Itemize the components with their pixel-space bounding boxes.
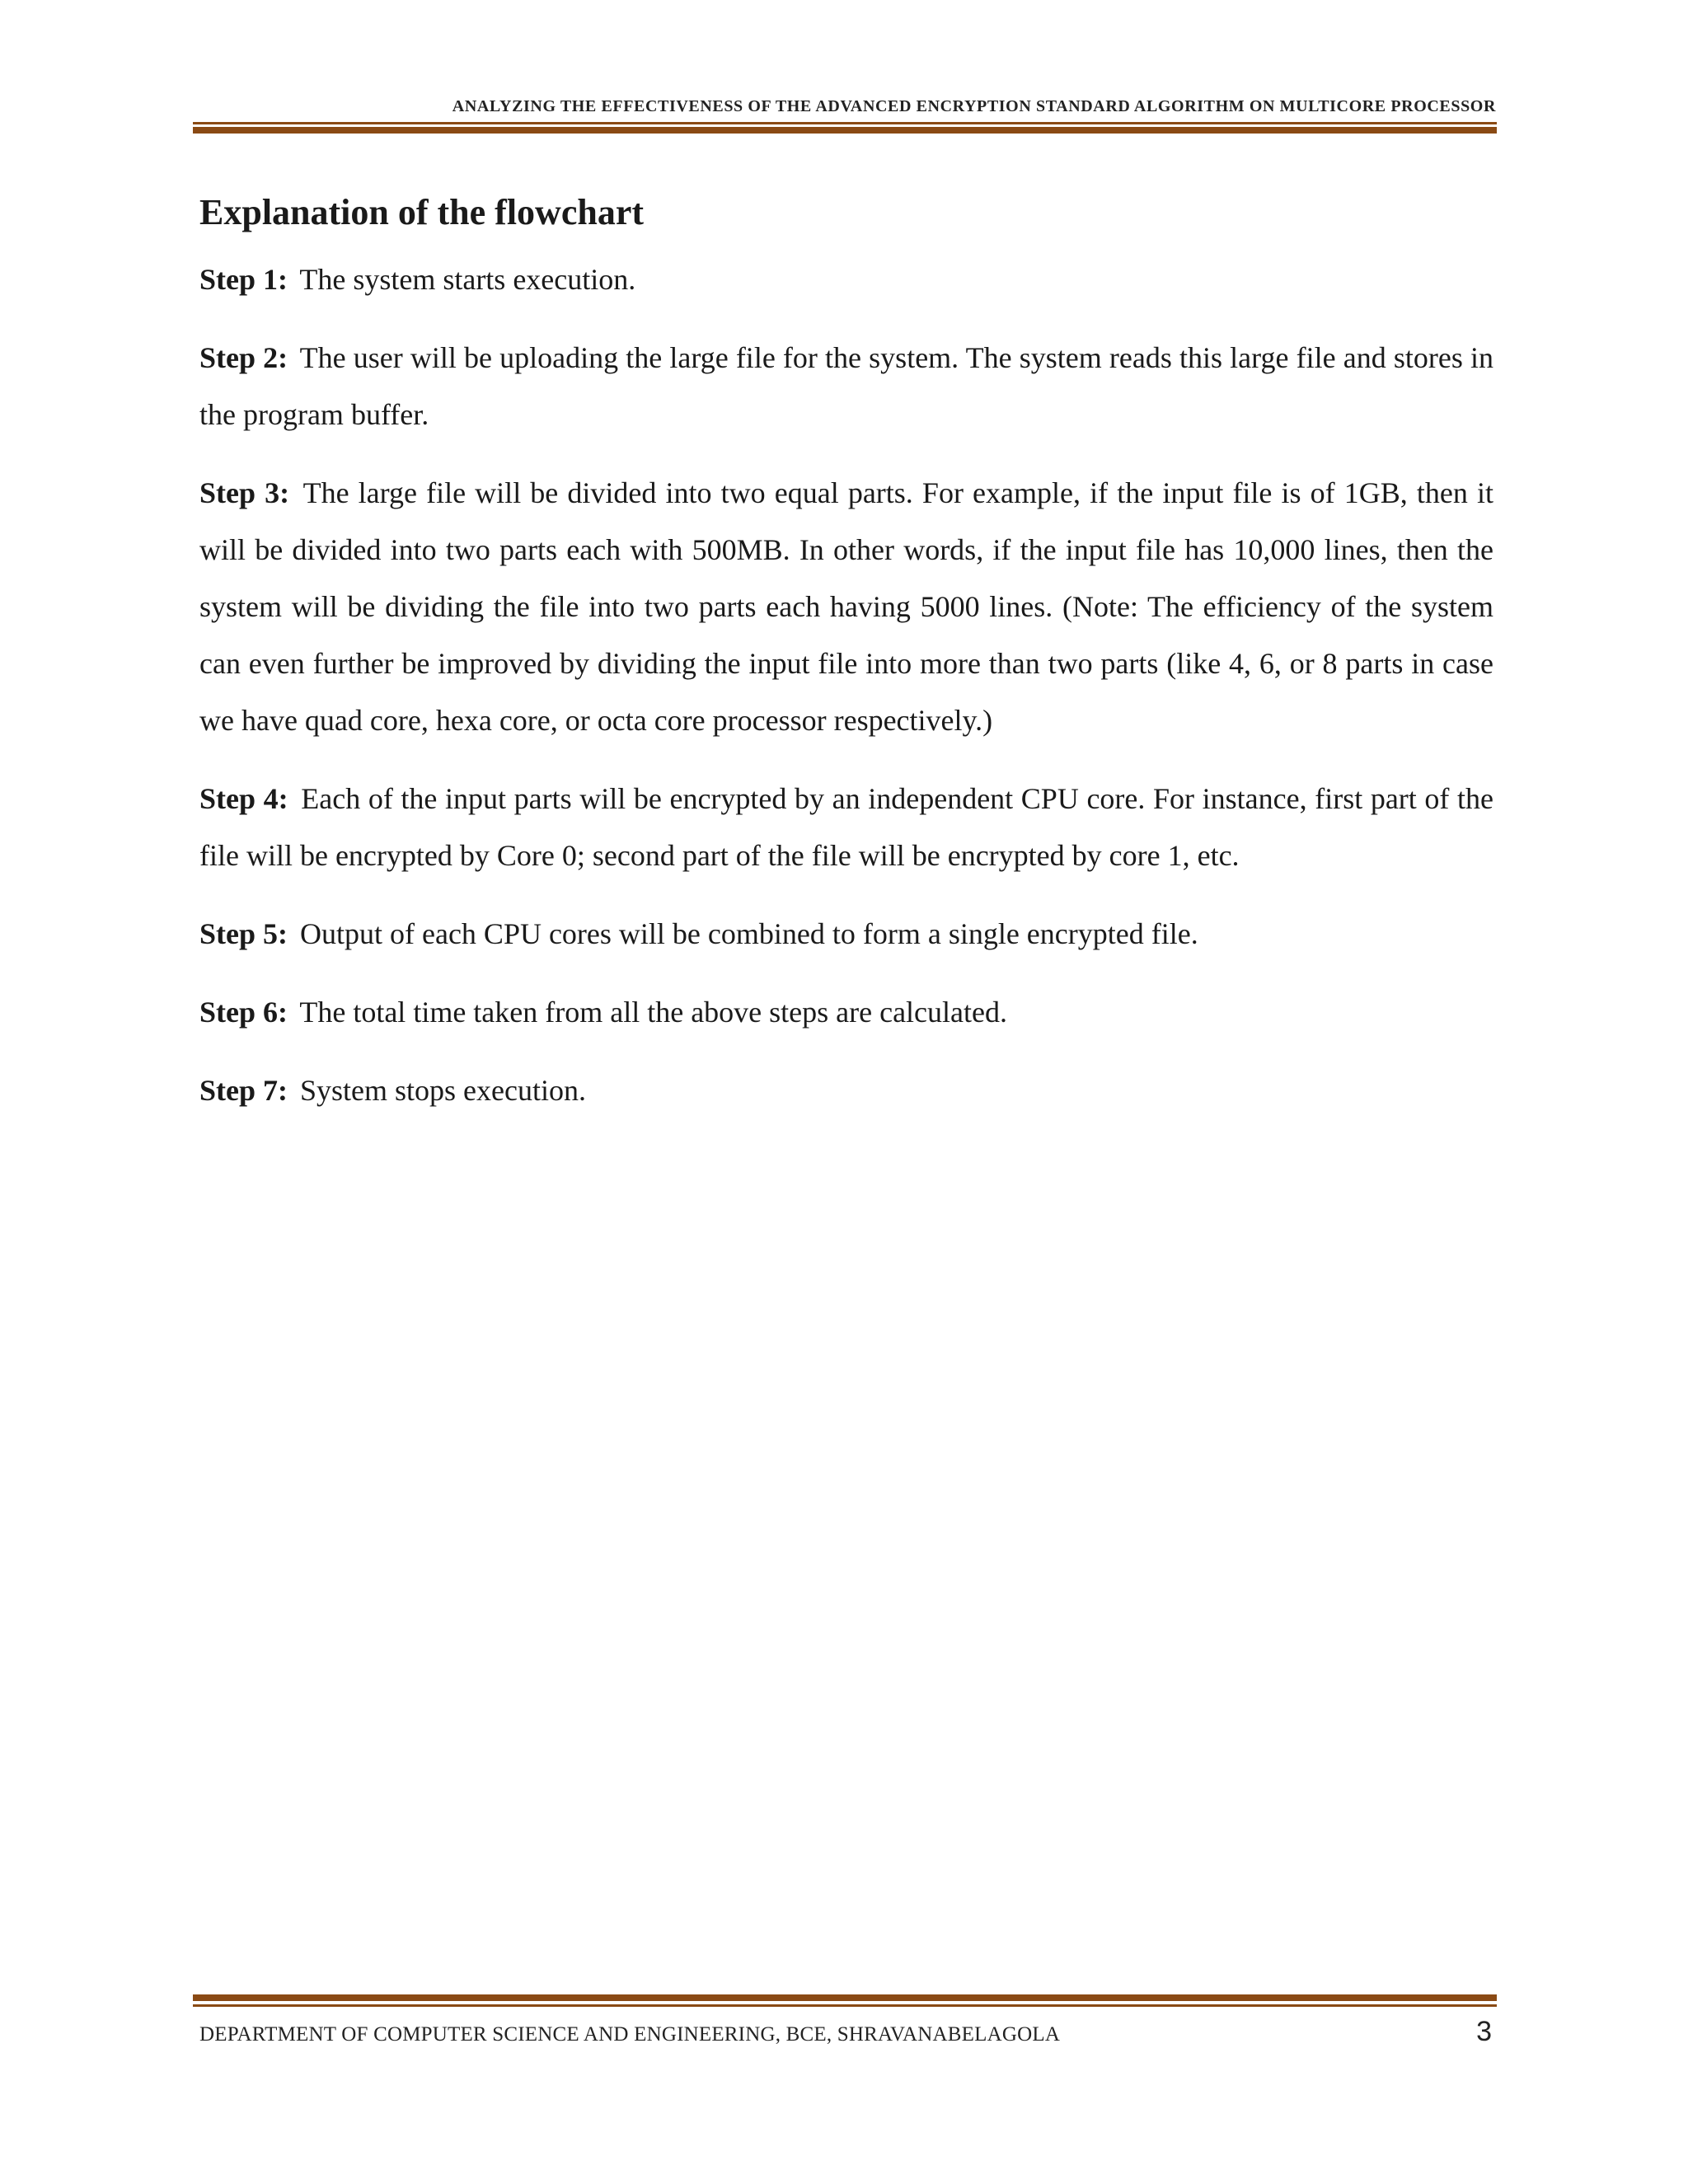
step-6 (199, 984, 1493, 1041)
main-content (199, 191, 1493, 1141)
step-text: The user will be uploading the large file for the system. The system reads this large file and stores in the program buffer. (199, 341, 1493, 431)
step-label: Step 6: (199, 996, 288, 1029)
step-3 (199, 465, 1493, 749)
header-rule-thick-line (193, 127, 1497, 134)
step-label: Step 4: (199, 782, 288, 815)
step-label: Step 5: (199, 917, 288, 950)
step-text: Each of the input parts will be encrypted by an independent CPU core. For instance, first part of the file will be encrypted by Core 0; second part of the file will be encrypted by core 1, etc. (199, 782, 1494, 872)
step-5 (199, 906, 1493, 963)
step-text: System stops execution. (300, 1074, 586, 1107)
step-text: Output of each CPU cores will be combined to form a single encrypted file. (300, 917, 1198, 950)
step-label: Step 2: (199, 341, 288, 374)
step-text: The total time taken from all the above steps are calculated. (299, 996, 1007, 1029)
step-label: Step 3: (199, 476, 290, 509)
running-header: ANALYZING THE EFFECTIVENESS OF THE ADVANCED ENCRYPTION STANDARD ALGORITHM ON MULTICORE PROCESSOR (452, 97, 1496, 115)
footer-department: DEPARTMENT OF COMPUTER SCIENCE AND ENGINEERING, BCE, SHRAVANABELAGOLA (199, 2023, 1061, 2046)
step-text: The system starts execution. (299, 263, 636, 296)
footer-rule-thick-line (193, 1994, 1497, 2001)
step-label: Step 1: (199, 263, 288, 296)
step-4 (199, 771, 1493, 884)
footer-rule-thin-line (193, 2004, 1497, 2007)
header-rule-thin-line (193, 122, 1497, 124)
step-text: The large file will be divided into two equal parts. For example, if the input file is of 1GB, then it will be divided into two parts each with 500MB. In other words, if the input file has 10,000 lines, then the system will be dividing the file into two parts each having 5000 lines. (Note: The efficiency of the system can even further be improved by dividing the input file into more than two parts (like 4, 6, or 8 parts in case we have quad core, hexa core, or octa core processor respectively.) (199, 476, 1493, 737)
step-2 (199, 330, 1493, 443)
step-7 (199, 1062, 1493, 1119)
section-heading: Explanation of the flowchart (199, 192, 644, 232)
page-number: 3 (1476, 2016, 1492, 2047)
step-1 (199, 251, 1493, 308)
step-label: Step 7: (199, 1074, 288, 1107)
